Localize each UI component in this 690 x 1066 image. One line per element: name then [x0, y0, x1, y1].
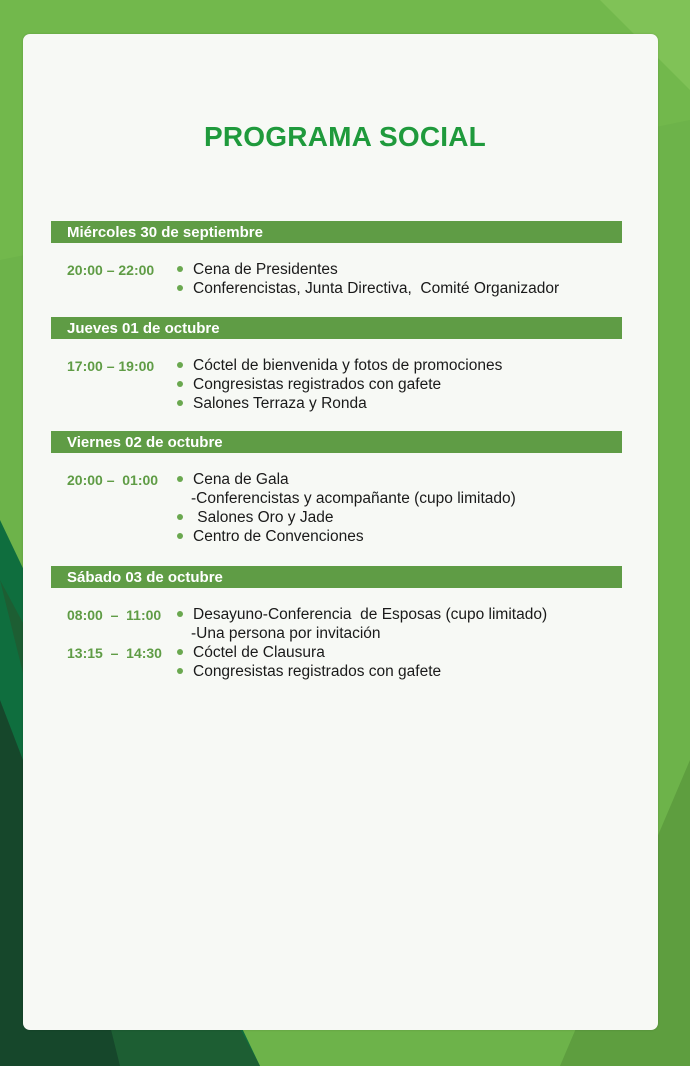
bullet-icon	[177, 649, 183, 655]
bullet-icon	[177, 400, 183, 406]
event-item	[176, 509, 333, 527]
event-text: Congresistas registrados con gafete	[193, 663, 442, 680]
bullet-icon	[177, 668, 183, 674]
bullet-icon	[177, 611, 183, 617]
event-text: Salones Terraza y Ronda	[193, 395, 367, 412]
page-title: PROGRAMA SOCIAL	[204, 121, 486, 152]
event-time: 08:00 – 11:00	[67, 607, 162, 623]
bullet-icon	[177, 362, 183, 368]
event-item	[176, 395, 367, 413]
event-text: Cóctel de bienvenida y fotos de promociones	[193, 357, 503, 374]
event-time: 20:00 – 22:00	[67, 262, 155, 278]
event-item	[176, 376, 441, 394]
day-header	[51, 221, 622, 243]
event-text: Desayuno-Conferencia de Esposas (cupo limitado)	[193, 606, 548, 623]
day-header	[51, 566, 622, 588]
event-time: 20:00 – 01:00	[67, 472, 159, 488]
bullet-icon	[177, 476, 183, 482]
bullet-icon	[177, 533, 183, 539]
event-text: -Conferencistas y acompañante (cupo limitado)	[191, 490, 516, 507]
event-time: 13:15 – 14:30	[67, 645, 162, 661]
event-item	[176, 606, 547, 624]
event-note	[191, 490, 516, 508]
day-header	[51, 317, 622, 339]
event-item	[176, 261, 338, 279]
event-text: Centro de Convenciones	[193, 528, 364, 545]
event-text: Cóctel de Clausura	[193, 644, 325, 661]
event-item	[176, 663, 441, 681]
bullet-icon	[177, 285, 183, 291]
day-label: Viernes 02 de octubre	[67, 434, 223, 451]
day-label: Sábado 03 de octubre	[67, 569, 223, 586]
event-item	[176, 471, 289, 489]
event-text: Congresistas registrados con gafete	[193, 376, 442, 393]
day-header	[51, 431, 622, 453]
event-item	[176, 528, 364, 546]
event-text: Conferencistas, Junta Directiva, Comité Organizador	[193, 280, 560, 297]
event-text: Salones Oro y Jade	[193, 509, 334, 526]
event-text: Cena de Gala	[193, 471, 289, 488]
event-item	[176, 644, 325, 662]
event-text: Cena de Presidentes	[193, 261, 338, 278]
event-item	[176, 280, 559, 298]
event-note	[191, 625, 381, 643]
day-label: Jueves 01 de octubre	[67, 320, 220, 337]
event-time: 17:00 – 19:00	[67, 358, 155, 374]
bullet-icon	[177, 381, 183, 387]
bullet-icon	[177, 266, 183, 272]
day-label: Miércoles 30 de septiembre	[67, 224, 263, 241]
event-text: -Una persona por invitación	[191, 625, 381, 642]
event-item	[176, 357, 502, 375]
bullet-icon	[177, 514, 183, 520]
